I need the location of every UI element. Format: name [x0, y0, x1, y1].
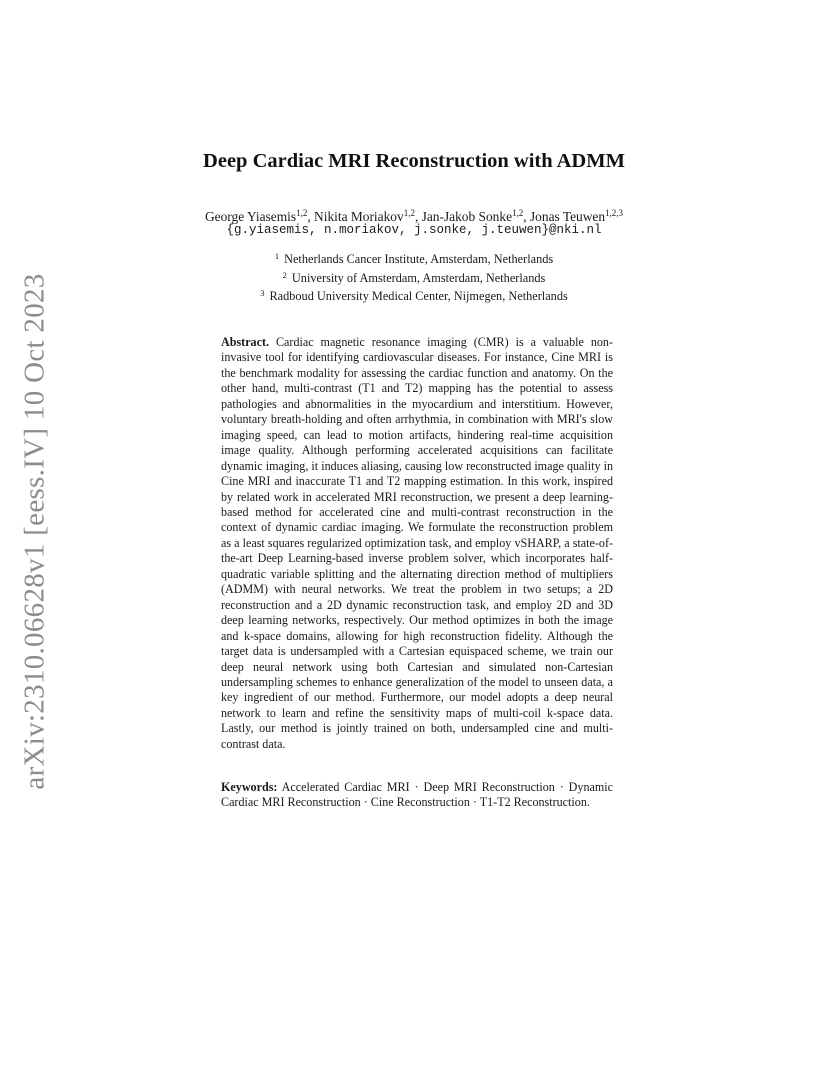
affiliation-item: $^3$ Radboud University Medical Center, Nijmegen, Netherlands [260, 288, 568, 303]
author-name: Jan-Jakob Sonke [421, 209, 513, 224]
affiliation-item: $^2$ University of Amsterdam, Amsterdam, Netherlands [282, 269, 546, 285]
author-list: George Yiasemis$^{1,2}$, Nikita Moriakov$^{1,2}$, Jan-Jakob Sonke$^{1,2}$, Jonas Teuwen$^{1,2,3}$ [204, 208, 624, 224]
author-affiliation-marker: 1,2 [296, 208, 308, 218]
keywords [221, 780, 613, 811]
author-affiliation-marker: 1,2 [403, 208, 415, 218]
author-emails: {g.yiasemis, n.moriakov, j.sonke, j.teuwen}@nki.nl [226, 223, 602, 237]
author-affiliation-marker: 1,2 [512, 208, 524, 218]
author-name: Jonas Teuwen [529, 209, 606, 224]
abstract-label: Abstract. [221, 335, 270, 349]
author-name: Nikita Moriakov [314, 209, 404, 224]
affiliation-list [160, 249, 668, 305]
author-name: George Yiasemis [204, 209, 297, 224]
author-affiliation-marker: 1,2,3 [605, 208, 624, 218]
abstract [221, 335, 613, 752]
affiliation-item: $^1$ Netherlands Cancer Institute, Amsterdam, Netherlands [274, 251, 554, 266]
abstract-text: Cardiac magnetic resonance imaging (CMR) is a valuable non-invasive tool for identifying cardiovascular diseases. For instance, Cine MRI is the benchmark modality for assessing the cardiac function and anatomy. On the other hand, multi-contrast (T1 and T2) mapping has the potential to assess pathologies and abnormalities in the myocardium and interstitium. However, voluntary breath-holding and often arrhythmia, in combination with MRI's slow imaging speed, can lead to motion artifacts, hindering real-time acquisition image quality. Although performing accelerated acquisitions can facilitate dynamic imaging, it induces aliasing, causing low reconstructed image quality in Cine MRI and inaccurate T1 and T2 mapping estimation. In this work, inspired by related work in accelerated MRI reconstruction, we present a deep learning-based method for accelerated cine and multi-contrast reconstruction in the context of dynamic cardiac imaging. We formulate the reconstruction problem as a least squares regularized optimization task, and employ vSHARP, a state-of-the-art Deep Learning-based inverse problem solver, which incorporates half-quadratic variable splitting and the alternating direction method of multipliers (ADMM) with neural networks. We treat the problem in two setups; a 2D reconstruction and a 2D dynamic reconstruction task, and employ 2D and 3D deep learning networks, respectively. Our method optimizes in both the image and k-space domains, allowing for high reconstruction fidelity. Although the target data is undersampled with a Cartesian equispaced scheme, we train our deep neural network using both Cartesian and simulated non-Cartesian undersampling schemes to enhance generalization of the model to unseen data, a key ingredient of our method. Furthermore, our model adopts a deep neural network to learn and refine the sensitivity maps of multi-coil k-space data. Lastly, our method is jointly trained on both, undersampled cine and multi-contrast data. [221, 335, 613, 751]
keywords-text: Accelerated Cardiac MRI · Deep MRI Reconstruction · Dynamic Cardiac MRI Reconstruction · Cine Reconstruction · T1-T2 Reconstruction. [221, 780, 613, 810]
arxiv-identifier-text: arXiv:2310.06628v1 [eess.IV] 10 Oct 2023 [18, 272, 51, 790]
arxiv-identifier-stamp [14, 272, 56, 790]
keywords-label: Keywords: [221, 780, 278, 794]
paper-title: Deep Cardiac MRI Reconstruction with ADMM [203, 150, 625, 172]
